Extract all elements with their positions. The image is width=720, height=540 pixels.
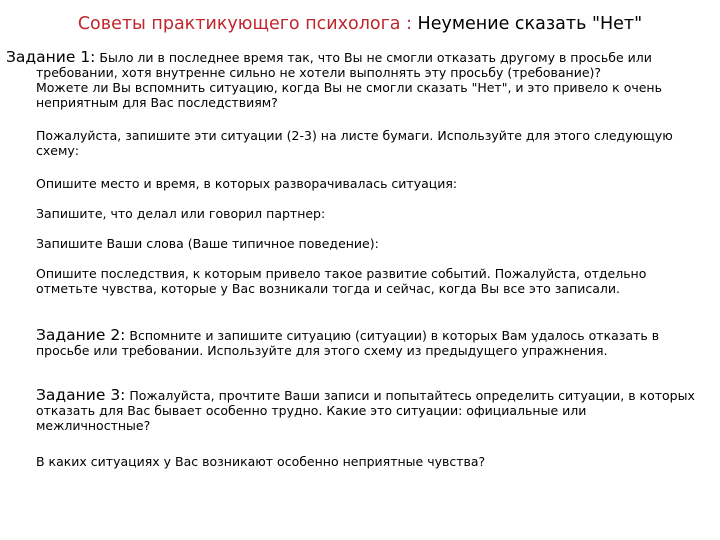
final-question: В каких ситуациях у Вас возникают особенно неприятные чувства?: [36, 454, 486, 469]
task-1-lead: Задание 1:: [6, 48, 96, 66]
instruction-step-4: [36, 266, 646, 296]
task-3: [36, 388, 695, 433]
instruction-step-4-line-2: отметьте чувства, которые у Вас возникали тогда и сейчас, когда Вы все это записали.: [36, 281, 620, 296]
task-2-line-1: Вспомните и запишите ситуацию (ситуации) в которых Вам удалось отказать в: [125, 328, 660, 343]
task-1-line-1: Было ли в последнее время так, что Вы не смогли отказать другому в просьбе или: [95, 50, 652, 65]
task-3-lead: Задание 3:: [36, 386, 126, 404]
instruction-step-1: Опишите место и время, в которых разворачивалась ситуация:: [36, 176, 458, 191]
instructions-intro-line-2: схему:: [36, 143, 79, 158]
task-2-line-2: просьбе или требовании. Используйте для этого схему из предыдущего упражнения.: [36, 343, 608, 358]
title-topic: Неумение сказать "Нет": [411, 14, 643, 34]
instruction-step-2: Запишите, что делал или говорил партнер:: [36, 206, 326, 221]
task-3-line-2: отказать для Вас бывает особенно трудно. Какие это ситуации: официальные или: [36, 403, 587, 418]
instruction-step-3: Запишите Ваши слова (Ваше типичное поведение):: [36, 236, 379, 251]
task-1: [6, 50, 662, 110]
title-highlight: Советы практикующего психолога :: [77, 14, 412, 34]
instructions-intro-line-1: Пожалуйста, запишите эти ситуации (2-3) на листе бумаги. Используйте для этого следующую: [36, 128, 673, 143]
instructions-intro: [36, 128, 673, 158]
task-1-line-4: неприятным для Вас последствиям?: [36, 95, 278, 110]
slide-title: [0, 14, 720, 34]
task-1-line-2: требовании, хотя внутренне сильно не хотели выполнять эту просьбу (требование)?: [36, 65, 602, 80]
task-1-line-3: Можете ли Вы вспомнить ситуацию, когда Вы не смогли сказать "Нет", и это привело к очень: [36, 80, 662, 95]
task-3-line-1: Пожалуйста, прочтите Ваши записи и попытайтесь определить ситуации, в которых: [125, 388, 695, 403]
task-3-line-3: межличностные?: [36, 418, 151, 433]
instruction-step-4-line-1: Опишите последствия, к которым привело такое развитие событий. Пожалуйста, отдельно: [36, 266, 647, 281]
task-2-lead: Задание 2:: [36, 326, 126, 344]
task-2: [36, 328, 659, 358]
